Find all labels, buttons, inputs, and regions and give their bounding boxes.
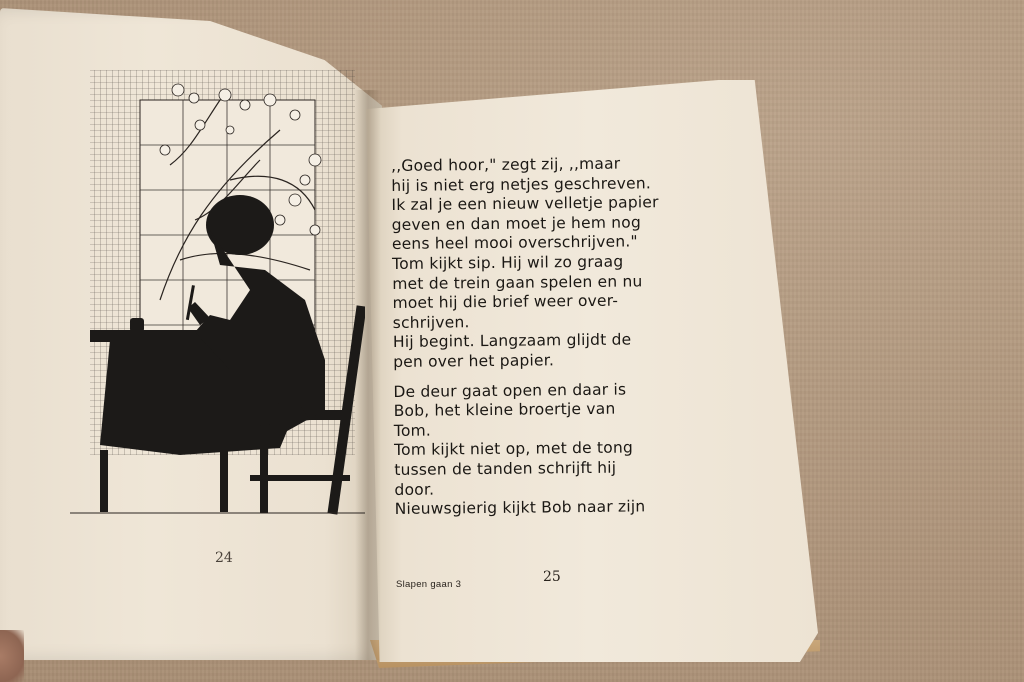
text-line: Tom kijkt niet op, met de tong <box>393 438 634 460</box>
text-line: Tom kijkt sip. Hij wil zo graag <box>392 252 624 273</box>
printer-signature: Slapen gaan 3 <box>396 579 462 590</box>
text-line: hij is niet erg netjes geschreven. <box>391 173 652 195</box>
text-line: ,,Goed hoor," zegt zij, ,,maar <box>391 154 621 175</box>
text-line: eens heel mooi overschrijven." <box>391 232 638 254</box>
text-line: met de trein gaan spelen en nu <box>392 271 643 293</box>
page-number-right: 25 <box>543 569 561 585</box>
text-line: tussen de tanden schrijft hij <box>394 458 617 479</box>
page-text <box>391 154 725 520</box>
text-line: Ik zal je een nieuw velletje papier <box>391 193 659 215</box>
text-line: De deur gaat open en daar is <box>393 380 627 401</box>
text-line: schrijven. <box>392 312 470 332</box>
text-line: geven en dan moet je hem nog <box>391 213 642 234</box>
text-line: Nieuwsgierig kijkt Bob naar zijn <box>394 497 646 519</box>
silhouette-illustration <box>70 70 365 525</box>
text-line: Tom. <box>393 421 432 440</box>
text-line: moet hij die brief weer over- <box>392 291 619 313</box>
text-line: pen over het papier. <box>393 351 555 371</box>
text-line: Hij begint. Langzaam glijdt de <box>392 330 632 352</box>
text-line: door. <box>394 480 435 499</box>
text-line: Bob, het kleine broertje van <box>393 399 616 421</box>
thumb <box>0 630 24 682</box>
page-number-left: 24 <box>215 550 233 566</box>
